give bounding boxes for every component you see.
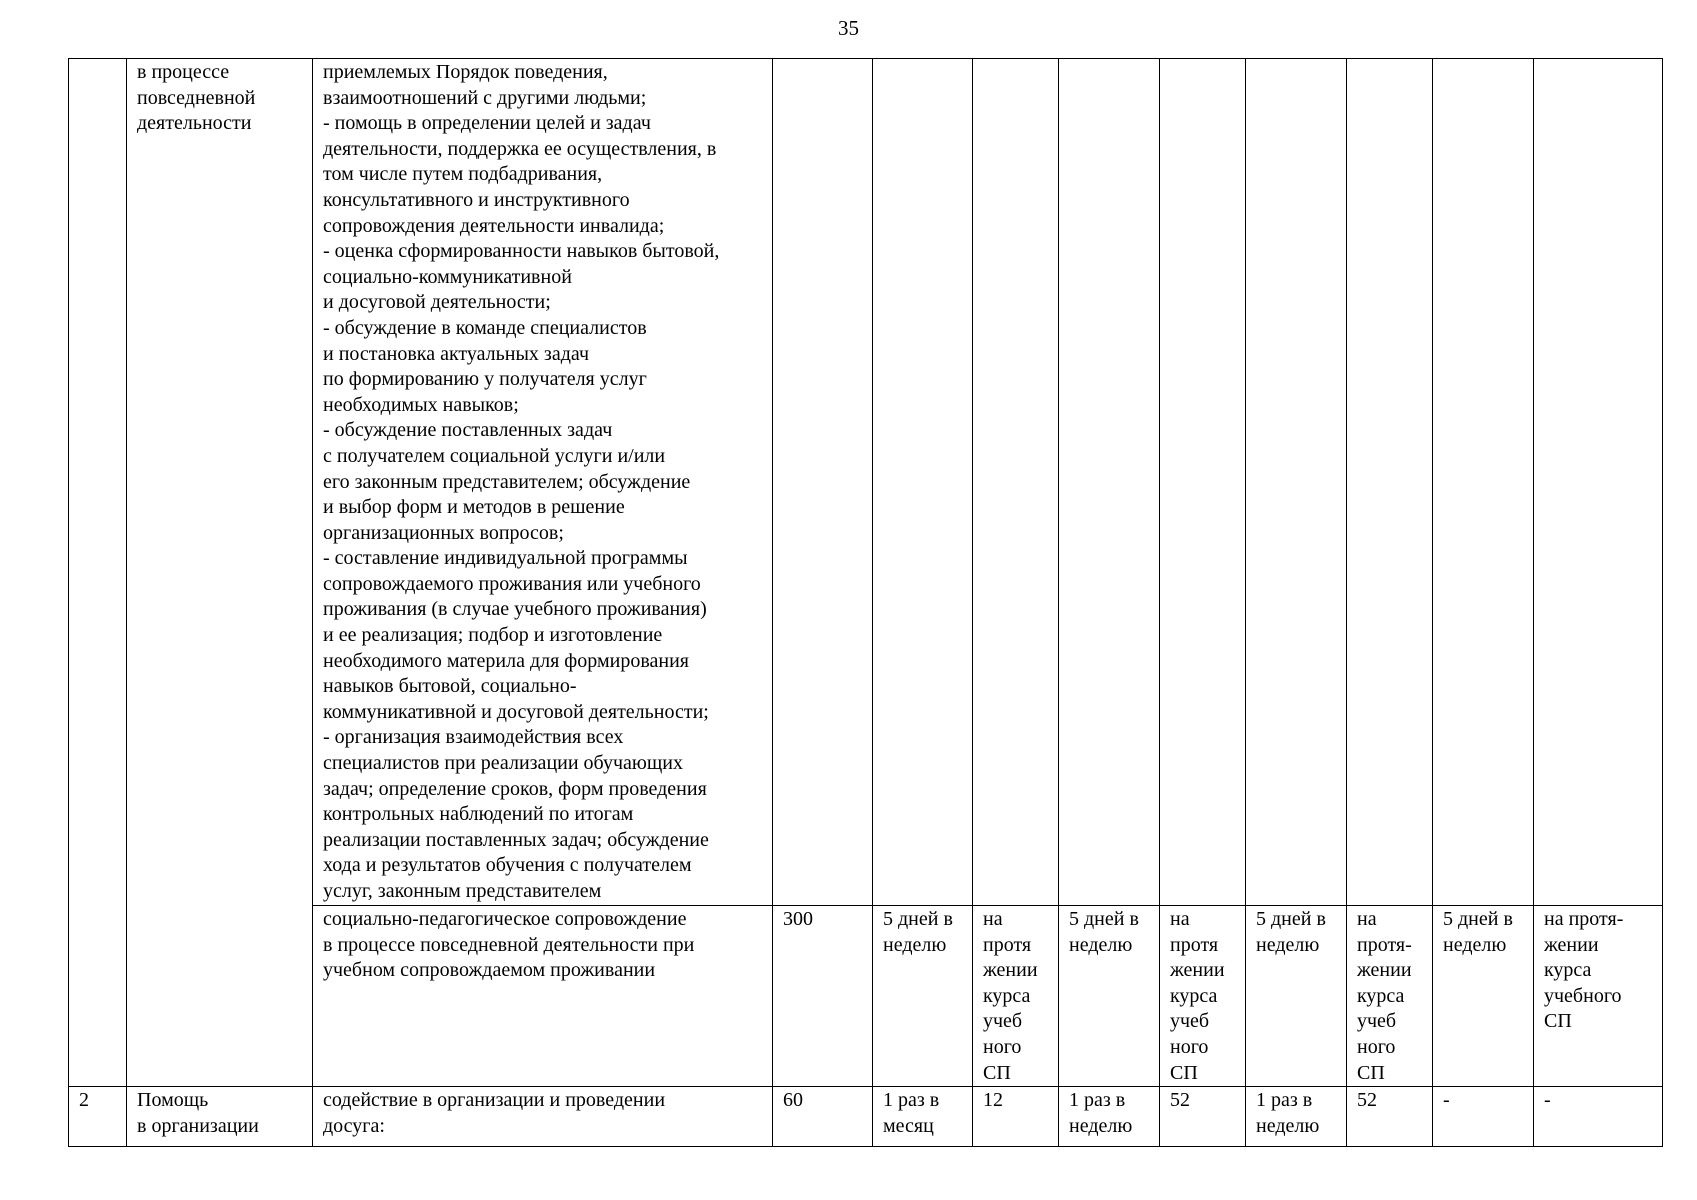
period-line: ного <box>983 1035 1022 1058</box>
content-line: организационных вопросов; <box>323 521 564 544</box>
period-line: жении <box>1170 959 1225 982</box>
content-line: услуг, законным представителем <box>323 880 602 902</box>
content-line: в процессе повседневной деятельности при <box>323 933 695 956</box>
cell-service-content <box>313 1087 773 1147</box>
cell-period-1 <box>973 1087 1059 1147</box>
content-line: по формированию у получателя услуг <box>323 368 647 391</box>
period-line: на <box>1170 908 1190 930</box>
content-line: деятельности, поддержка ее осуществления, в <box>323 137 717 160</box>
content-line: навыков бытовой, социально- <box>323 675 577 698</box>
content-line: и досуговой деятельности; <box>323 291 551 314</box>
frequency-line: 1 раз в <box>883 1089 940 1112</box>
period-line: курса <box>1544 959 1592 982</box>
content-line: социально-коммуникативной <box>323 265 572 288</box>
service-name-line: деятельности <box>137 112 252 135</box>
table-row-item-2 <box>69 1087 1663 1147</box>
period-line: на протя- <box>1544 908 1624 930</box>
services-table <box>68 58 1663 1147</box>
row-number-value: 2 <box>79 1089 89 1112</box>
cell-frequency-3 <box>1246 1087 1347 1147</box>
service-name-line: повседневной <box>137 86 256 109</box>
cell-volume <box>773 59 873 906</box>
content-line: необходимых навыков; <box>323 393 519 416</box>
service-name-line: в процессе <box>137 61 230 83</box>
content-line: - организация взаимодействия всех <box>323 726 624 749</box>
cell-period-3 <box>1347 59 1433 906</box>
cell-period-1 <box>973 906 1059 1087</box>
content-line: и постановка актуальных задач <box>323 342 590 365</box>
period-value: 52 <box>1357 1089 1377 1112</box>
cell-frequency-2 <box>1059 906 1160 1087</box>
frequency-line: 5 дней в <box>1069 908 1139 930</box>
frequency-line: 1 раз в <box>1069 1089 1126 1112</box>
frequency-line: месяц <box>883 1114 934 1137</box>
cell-frequency-3 <box>1246 906 1347 1087</box>
cell-volume <box>773 1087 873 1147</box>
content-line: приемлемых Порядок поведения, <box>323 61 608 83</box>
cell-period-1 <box>973 59 1059 906</box>
service-name-line: Помощь <box>137 1089 209 1112</box>
content-line: учебном сопровождаемом проживании <box>323 959 656 982</box>
period-line: ного <box>1170 1035 1209 1058</box>
table-row-continued <box>69 59 1663 906</box>
content-line: коммуникативной и досуговой деятельности; <box>323 700 709 723</box>
period-line: жении <box>983 959 1038 982</box>
content-line: - обсуждение поставленных задач <box>323 419 613 442</box>
period-line: учеб <box>1357 1010 1397 1033</box>
period-value: 12 <box>983 1089 1003 1112</box>
cell-frequency-4 <box>1433 59 1534 906</box>
period-line: курса <box>1357 984 1405 1007</box>
content-line: содействие в организации и проведении <box>323 1089 666 1112</box>
cell-period-4 <box>1534 906 1663 1087</box>
cell-service-content <box>313 906 773 1087</box>
content-line: - помощь в определении целей и задач <box>323 112 651 135</box>
period-line: курса <box>983 984 1031 1007</box>
cell-service-name <box>127 59 313 1087</box>
cell-service-content <box>313 59 773 906</box>
period-line: СП <box>1357 1061 1385 1084</box>
period-value: - <box>1544 1089 1551 1112</box>
period-line: СП <box>1170 1061 1198 1084</box>
frequency-line: неделю <box>1443 933 1507 956</box>
content-line: том числе путем подбадривания, <box>323 163 603 186</box>
period-line: жении <box>1357 959 1412 982</box>
period-line: жении <box>1544 933 1599 956</box>
content-line: его законным представителем; обсуждение <box>323 470 691 493</box>
content-line: необходимого материла для формирования <box>323 649 689 672</box>
frequency-line: 5 дней в <box>1256 908 1326 930</box>
frequency-line: неделю <box>1256 933 1320 956</box>
cell-row-number <box>69 1087 127 1147</box>
cell-period-2 <box>1160 1087 1246 1147</box>
cell-period-2 <box>1160 906 1246 1087</box>
period-line: учеб <box>1170 1010 1210 1033</box>
period-line: на <box>1357 908 1377 930</box>
content-line: социально-педагогическое сопровождение <box>323 908 687 930</box>
content-line: задач; определение сроков, форм проведения <box>323 777 707 800</box>
cell-frequency-1 <box>873 59 973 906</box>
content-line: взаимоотношений с другими людьми; <box>323 86 647 109</box>
content-line: досуга: <box>323 1114 385 1137</box>
frequency-line: 5 дней в <box>1443 908 1513 930</box>
cell-period-2 <box>1160 59 1246 906</box>
content-line: - обсуждение в команде специалистов <box>323 316 647 339</box>
frequency-line: неделю <box>1069 933 1133 956</box>
content-line: - оценка сформированности навыков бытовой, <box>323 240 720 263</box>
cell-frequency-3 <box>1246 59 1347 906</box>
content-line: сопровождения деятельности инвалида; <box>323 214 665 237</box>
cell-period-4 <box>1534 59 1663 906</box>
period-line: ного <box>1357 1035 1396 1058</box>
cell-frequency-2 <box>1059 59 1160 906</box>
content-line: реализации поставленных задач; обсуждение <box>323 828 709 851</box>
frequency-line: неделю <box>1069 1114 1133 1137</box>
cell-frequency-4 <box>1433 906 1534 1087</box>
period-line: на <box>983 908 1003 930</box>
frequency-line: неделю <box>883 933 947 956</box>
cell-period-3 <box>1347 906 1433 1087</box>
period-value: 52 <box>1170 1089 1190 1112</box>
cell-frequency-2 <box>1059 1087 1160 1147</box>
content-line: контрольных наблюдений по итогам <box>323 803 634 826</box>
cell-frequency-1 <box>873 1087 973 1147</box>
service-name-line: в организации <box>137 1114 259 1137</box>
frequency-line: 5 дней в <box>883 908 953 930</box>
content-line: сопровождаемого проживания или учебного <box>323 572 701 595</box>
content-line: консультативного и инструктивного <box>323 188 630 211</box>
period-line: СП <box>983 1061 1011 1084</box>
cell-frequency-1 <box>873 906 973 1087</box>
period-line: СП <box>1544 1010 1572 1033</box>
cell-service-name <box>127 1087 313 1147</box>
volume-value: 60 <box>783 1089 803 1112</box>
period-line: протя- <box>1357 933 1412 956</box>
cell-row-number <box>69 59 127 1087</box>
period-line: учеб <box>983 1010 1023 1033</box>
volume-value: 300 <box>783 908 813 930</box>
frequency-line: 1 раз в <box>1256 1089 1313 1112</box>
period-line: протя <box>983 933 1032 956</box>
cell-period-3 <box>1347 1087 1433 1147</box>
frequency-line: неделю <box>1256 1114 1320 1137</box>
content-line: специалистов при реализации обучающих <box>323 752 683 775</box>
cell-volume <box>773 906 873 1087</box>
content-line: и выбор форм и методов в решение <box>323 496 625 519</box>
content-line: - составление индивидуальной программы <box>323 547 688 570</box>
period-line: курса <box>1170 984 1218 1007</box>
period-line: протя <box>1170 933 1219 956</box>
content-line: с получателем социальной услуги и/или <box>323 444 666 467</box>
content-line: хода и результатов обучения с получателем <box>323 854 692 877</box>
cell-period-4 <box>1534 1087 1663 1147</box>
content-line: и ее реализация; подбор и изготовление <box>323 624 663 647</box>
period-line: учебного <box>1544 984 1622 1007</box>
frequency-value: - <box>1443 1089 1450 1112</box>
content-line: проживания (в случае учебного проживания) <box>323 598 707 621</box>
page-number: 35 <box>838 16 859 40</box>
cell-frequency-4 <box>1433 1087 1534 1147</box>
